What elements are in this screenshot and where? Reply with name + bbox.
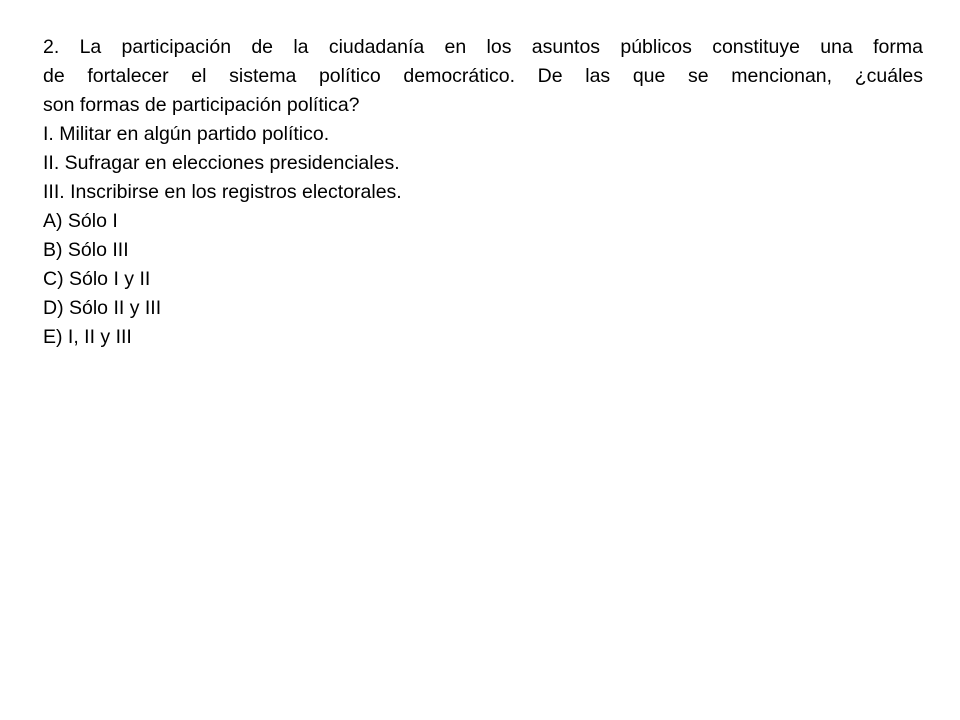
question-line-2: de fortalecer el sistema político democrático. De las que se mencionan, ¿cuáles: [43, 65, 923, 87]
statement-2: II. Sufragar en elecciones presidenciales.: [43, 152, 400, 174]
option-d: D) Sólo II y III: [43, 297, 162, 319]
option-a: A) Sólo I: [43, 210, 118, 232]
option-e: E) I, II y III: [43, 326, 132, 348]
option-c: C) Sólo I y II: [43, 268, 151, 290]
statement-1: I. Militar en algún partido político.: [43, 123, 330, 145]
option-b: B) Sólo III: [43, 239, 129, 261]
question-slide: [43, 33, 923, 352]
question-line-1: 2. La participación de la ciudadanía en los asuntos públicos constituye una forma: [43, 36, 923, 58]
question-line-3: son formas de participación política?: [43, 94, 360, 116]
statement-3: III. Inscribirse en los registros electorales.: [43, 181, 402, 203]
